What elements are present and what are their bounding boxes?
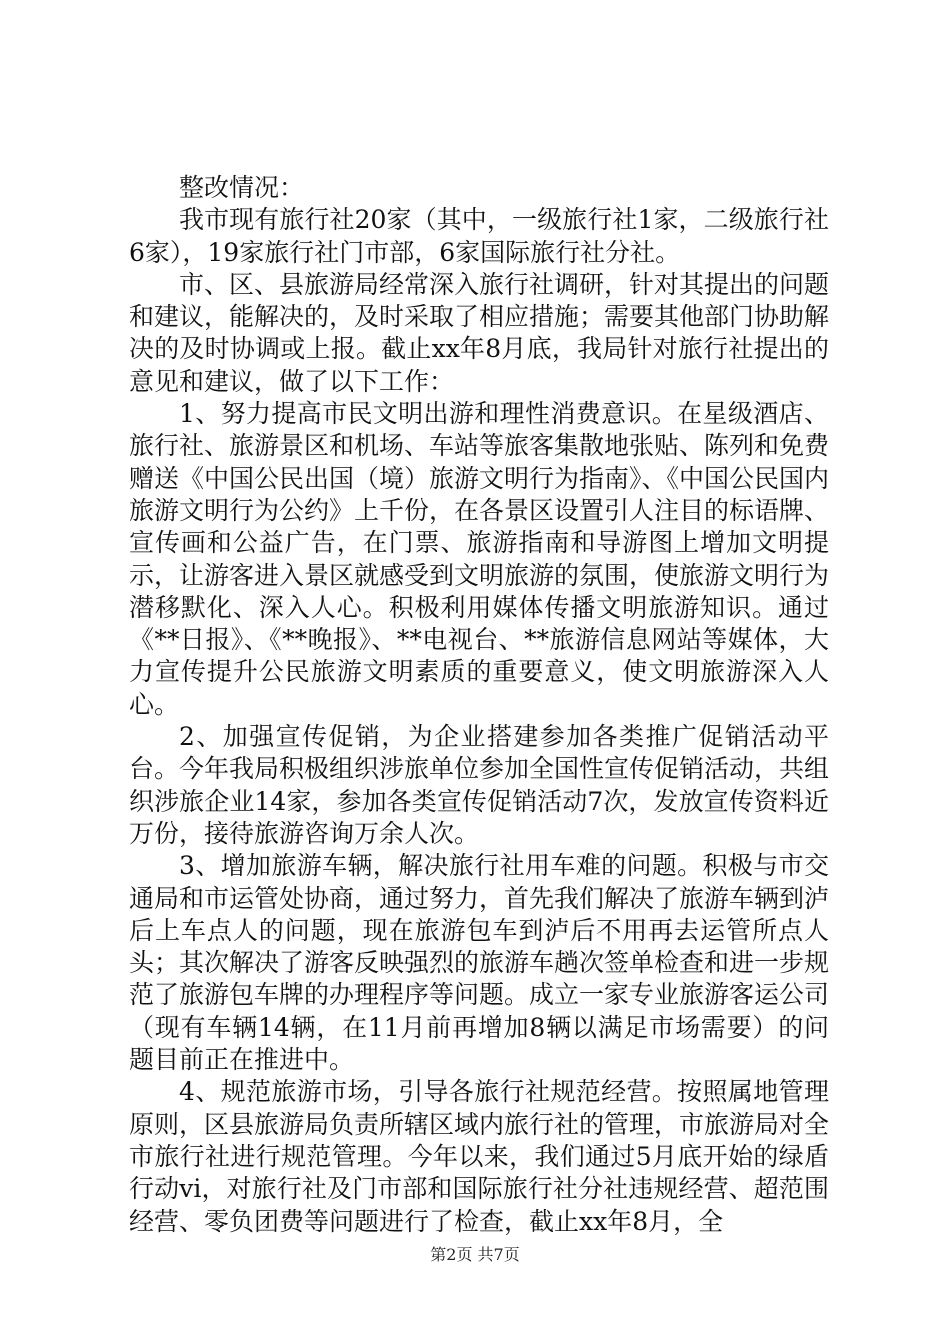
paragraph: 4、规范旅游市场，引导各旅行社规范经营。按照属地管理原则，区县旅游局负责所辖区域内旅行社的管理，市旅游局对全市旅行社进行规范管理。今年以来，我们通过5月底开始的绿盾行动vi，对旅行社及门市部和国际旅行社分社违规经营、超范围经营、零负团费等问题进行了检查，截止xx年8月，全 — [129, 1077, 830, 1236]
paragraph: 市、区、县旅游局经常深入旅行社调研，针对其提出的问题和建议，能解决的，及时采取了相应措施；需要其他部门协助解决的及时协调或上报。截止xx年8月底，我局针对旅行社提出的意见和建议，做了以下工作： — [129, 269, 830, 396]
paragraph: 3、增加旅游车辆，解决旅行社用车难的问题。积极与市交通局和市运管处协商，通过努力，首先我们解决了旅游车辆到泸后上车点人的问题，现在旅游包车到泸后不用再去运管所点人头；其次解决了游客反映强烈的旅游车趟次签单检查和进一步规范了旅游包车牌的办理程序等问题。成立一家专业旅游客运公司（现有车辆14辆，在11月前再增加8辆以满足市场需要）的问题目前正在推进中。 — [129, 851, 830, 1075]
paragraph: 1、努力提高市民文明出游和理性消费意识。在星级酒店、旅行社、旅游景区和机场、车站等旅客集散地张贴、陈列和免费赠送《中国公民出国（境）旅游文明行为指南》、《中国公民国内旅游文明行为公约》上千份，在各景区设置引人注目的标语牌、宣传画和公益广告，在门票、旅游指南和导游图上增加文明提示，让游客进入景区就感受到文明旅游的氛围，使旅游文明行为潜移默化、深入人心。积极利用媒体传播文明旅游知识。通过《**日报》、《**晚报》、**电视台、**旅游信息网站等媒体，大力宣传提升公民旅游文明素质的重要意义，使文明旅游深入人心。 — [129, 399, 830, 719]
paragraph-heading: 整改情况： — [179, 173, 305, 202]
page-footer: 第2页 共7页 — [430, 1245, 520, 1264]
paragraph: 我市现有旅行社20家（其中，一级旅行社1家，二级旅行社6家），19家旅行社门市部，6家国际旅行社分社。 — [129, 205, 829, 267]
paragraph: 2、加强宣传促销，为企业搭建参加各类推广促销活动平台。今年我局积极组织涉旅单位参加全国性宣传促销活动，共组织涉旅企业14家，参加各类宣传促销活动7次，发放宣传资料近万份，接待旅游咨询万余人次。 — [129, 722, 830, 848]
document-body — [129, 172, 829, 1238]
